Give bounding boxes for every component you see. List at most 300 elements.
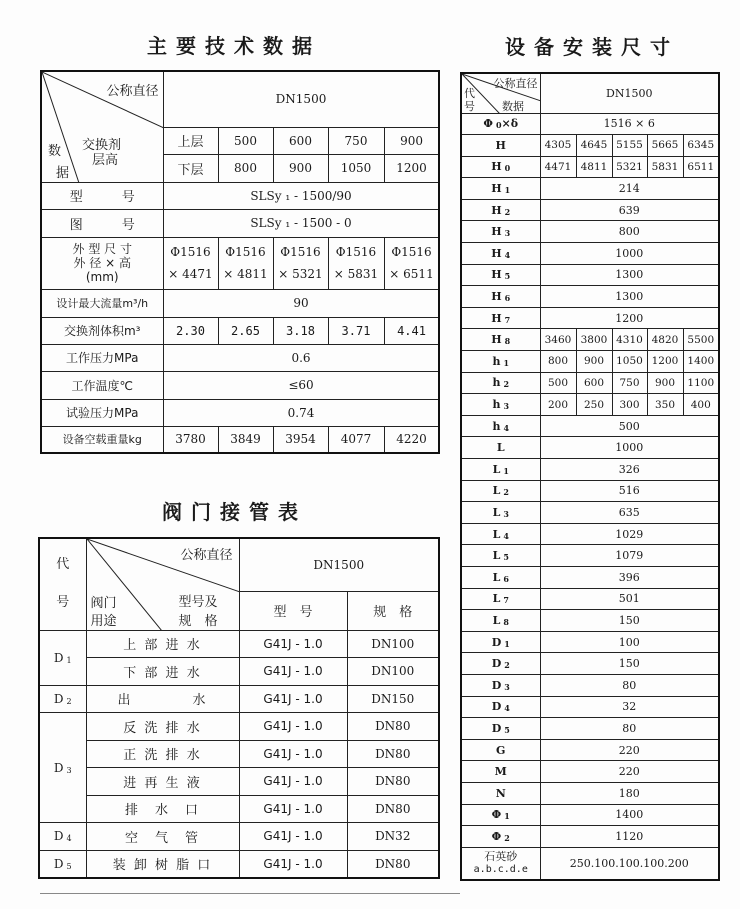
install-label-subscript: 3 <box>504 228 511 239</box>
install-label-symbol: D <box>491 657 502 671</box>
install-value: 5155 <box>612 135 647 157</box>
install-row <box>461 372 719 394</box>
install-value: 300 <box>612 394 647 416</box>
valve-spec: DN100 <box>347 658 439 686</box>
install-value: 400 <box>683 394 719 416</box>
install-value: 4811 <box>576 156 612 178</box>
upper-layer-value: 750 <box>328 127 384 154</box>
install-value: 250 <box>576 394 612 416</box>
install-value: 5500 <box>683 329 719 351</box>
install-label-symbol: H <box>491 160 502 174</box>
install-value: 1000 <box>540 437 719 459</box>
install-label-subscript: 1 <box>503 357 510 368</box>
lower-layer-value: 1050 <box>328 154 384 182</box>
dimensions-label <box>41 237 163 289</box>
install-row-label <box>461 718 540 740</box>
install-label-subscript: 6 <box>503 573 509 584</box>
install-value: 600 <box>576 372 612 394</box>
upper-layer-label: 上层 <box>163 127 218 154</box>
install-value: 1516 × 6 <box>540 113 719 135</box>
dimension-cell <box>273 237 328 289</box>
install-label-symbol: H <box>495 138 506 152</box>
valve-use-label-1: 阀门 <box>90 596 117 611</box>
valve-use-label-2: 用途 <box>90 614 117 629</box>
install-row-label <box>461 804 540 826</box>
install-label-symbol: H <box>491 268 502 282</box>
install-label-symbol: Φ <box>491 829 502 843</box>
install-label-symbol: h <box>492 419 501 433</box>
install-value: 180 <box>540 782 719 804</box>
valve-use: 上 部 进 水 <box>86 630 239 658</box>
valve-use: 空 气 管 <box>86 823 239 851</box>
install-value: 1050 <box>612 351 647 373</box>
install-row <box>461 782 719 804</box>
dimension-diameter: Φ1516 <box>280 245 321 259</box>
install-label-symbol: h <box>492 354 501 368</box>
install-label-suffix: ×δ <box>501 117 519 131</box>
dimensions-label-line-3: (mm) <box>85 270 119 284</box>
install-value: 5321 <box>612 156 647 178</box>
quartz-label-2: a.b.c.d.e <box>473 864 528 876</box>
install-value: 6511 <box>683 156 719 178</box>
dimension-diameter: Φ1516 <box>335 245 377 259</box>
install-value: 1200 <box>647 351 683 373</box>
valve-spec: DN32 <box>347 823 439 851</box>
valve-header-diagonal-cell <box>86 538 239 630</box>
install-label-subscript: 5 <box>503 552 509 563</box>
dimension-height: × 5831 <box>333 267 379 281</box>
install-label-subscript: 8 <box>504 336 511 347</box>
install-label-symbol: H <box>491 333 502 347</box>
install-label-subscript: 7 <box>503 595 509 606</box>
install-label-symbol: D <box>491 721 502 735</box>
install-row-label <box>461 221 540 243</box>
install-row <box>461 243 719 265</box>
install-label-symbol: D <box>491 635 502 649</box>
install-row-label <box>461 480 540 502</box>
install-label-symbol: D <box>491 678 502 692</box>
install-row <box>461 286 719 308</box>
quartz-label <box>461 847 540 880</box>
install-row <box>461 351 719 373</box>
install-label-subscript: 2 <box>504 206 511 217</box>
valve-spec: DN100 <box>347 630 439 658</box>
install-row <box>461 178 719 200</box>
install-label-symbol: L <box>492 505 501 519</box>
install-label-subscript: 5 <box>504 724 510 735</box>
install-value: 3460 <box>540 329 576 351</box>
valve-spec: DN80 <box>347 795 439 823</box>
valve-table <box>38 537 440 879</box>
install-label-subscript: 1 <box>504 638 510 649</box>
valve-spec: DN80 <box>347 850 439 878</box>
install-row-label <box>461 545 540 567</box>
valve-row <box>39 658 439 686</box>
install-row <box>461 221 719 243</box>
install-dn-value: DN1500 <box>540 73 719 113</box>
dimension-height: × 4471 <box>168 267 213 281</box>
volume-value: 3.71 <box>328 317 384 344</box>
install-row-label <box>461 523 540 545</box>
dimension-diameter: Φ1516 <box>391 245 432 259</box>
install-row-label <box>461 243 540 265</box>
drawing-value: SLSy ₁ - 1500 - 0 <box>163 209 439 237</box>
install-row <box>461 674 719 696</box>
install-value: 500 <box>540 372 576 394</box>
dimensions-label-line-2: 外 径 × 高 <box>73 256 131 270</box>
valve-use: 出 水 <box>86 685 239 713</box>
install-label-subscript: 3 <box>503 508 509 519</box>
install-value: 1079 <box>540 545 719 567</box>
install-label-subscript: 2 <box>504 660 510 671</box>
install-label-subscript: 7 <box>504 314 511 325</box>
install-value: 220 <box>540 761 719 783</box>
dimension-diameter: Φ1516 <box>225 245 266 259</box>
dimension-cell <box>218 237 273 289</box>
install-value: 635 <box>540 502 719 524</box>
install-value: 1200 <box>540 307 719 329</box>
install-row <box>461 135 719 157</box>
install-label-subscript: 4 <box>504 703 510 714</box>
install-label-subscript: 0 <box>495 120 502 131</box>
valve-code-letter: D <box>53 856 64 871</box>
install-row <box>461 480 719 502</box>
valve-code-header-1: 代 <box>56 557 70 573</box>
install-label-subscript: 4 <box>504 249 511 260</box>
install-row <box>461 329 719 351</box>
install-value: 150 <box>540 610 719 632</box>
valve-model: G41J - 1.0 <box>239 630 347 658</box>
install-value: 326 <box>540 459 719 481</box>
install-row-label <box>461 631 540 653</box>
valve-row <box>39 685 439 713</box>
layer-height-label-2: 层高 <box>92 153 119 168</box>
install-row <box>461 696 719 718</box>
install-value: 5665 <box>647 135 683 157</box>
weight-value: 3954 <box>273 426 328 453</box>
valve-spec: DN80 <box>347 740 439 768</box>
install-label-symbol: H <box>491 203 502 217</box>
install-label-symbol: Φ <box>491 808 502 822</box>
install-row-label <box>461 674 540 696</box>
upper-layer-value: 500 <box>218 127 273 154</box>
install-nominal-label: 公称直径 <box>493 77 538 90</box>
install-label-symbol: Φ <box>483 117 493 131</box>
install-row-label <box>461 566 540 588</box>
valve-code <box>39 823 86 851</box>
valve-row <box>39 795 439 823</box>
install-row <box>461 804 719 826</box>
install-row <box>461 264 719 286</box>
install-label-subscript: 2 <box>504 832 510 843</box>
volume-value: 4.41 <box>384 317 439 344</box>
valve-row <box>39 768 439 796</box>
install-row-label <box>461 761 540 783</box>
valve-code-header <box>39 538 86 630</box>
install-row-label <box>461 199 540 221</box>
install-value: 500 <box>540 415 719 437</box>
main-dn-value: DN1500 <box>163 71 439 127</box>
valve-use: 进 再 生 液 <box>86 768 239 796</box>
model-value: SLSy ₁ - 1500/90 <box>163 182 439 209</box>
install-value: 80 <box>540 674 719 696</box>
install-label-symbol: L <box>496 441 505 455</box>
install-label-symbol: H <box>491 311 502 325</box>
install-label-subscript: 5 <box>504 271 511 282</box>
install-row <box>461 826 719 848</box>
install-label-symbol: h <box>492 376 501 390</box>
valve-spec-label-1: 型号及 <box>178 595 218 610</box>
install-label-subscript: 3 <box>503 401 510 412</box>
weight-value: 4220 <box>384 426 439 453</box>
install-row-label <box>461 415 540 437</box>
install-row-label <box>461 286 540 308</box>
install-value: 900 <box>647 372 683 394</box>
install-label-subscript: 6 <box>504 293 511 304</box>
valve-spec-label-2: 规 格 <box>178 614 218 629</box>
valve-model: G41J - 1.0 <box>239 713 347 741</box>
install-row <box>461 588 719 610</box>
install-value: 80 <box>540 718 719 740</box>
install-row <box>461 437 719 459</box>
valve-code-letter: D <box>53 691 64 706</box>
install-code-label-1: 代 <box>464 87 475 100</box>
data-label-2: 据 <box>56 166 70 181</box>
install-row-label <box>461 696 540 718</box>
valve-spec-header: 规 格 <box>347 591 439 630</box>
install-value: 4310 <box>612 329 647 351</box>
install-value: 1300 <box>540 286 719 308</box>
data-label-1: 数 <box>48 144 62 159</box>
quartz-value: 250.100.100.100.200 <box>540 847 719 880</box>
install-row-label <box>461 372 540 394</box>
install-value: 396 <box>540 566 719 588</box>
install-row <box>461 523 719 545</box>
install-value: 1000 <box>540 243 719 265</box>
install-label-symbol: L <box>492 570 501 584</box>
upper-layer-value: 600 <box>273 127 328 154</box>
valve-code-subscript: 3 <box>66 765 72 775</box>
valve-code-letter: D <box>53 829 64 844</box>
upper-layer-value: 900 <box>384 127 439 154</box>
dimension-height: × 4811 <box>223 267 268 281</box>
install-label-symbol: N <box>495 786 506 800</box>
install-row-label <box>461 459 540 481</box>
test-pressure-label: 试验压力MPa <box>41 399 163 426</box>
model-label: 型 号 <box>41 182 163 209</box>
install-row-label <box>461 437 540 459</box>
install-row-label <box>461 329 540 351</box>
valve-model: G41J - 1.0 <box>239 850 347 878</box>
dimension-diameter: Φ1516 <box>170 245 211 259</box>
install-label-subscript: 4 <box>503 530 509 541</box>
install-value: 1400 <box>683 351 719 373</box>
install-row <box>461 307 719 329</box>
install-label-subscript: 3 <box>504 681 510 692</box>
volume-value: 2.30 <box>163 317 218 344</box>
install-label-symbol: G <box>496 743 506 757</box>
install-label-symbol: D <box>491 700 502 714</box>
install-label-symbol: L <box>492 592 501 606</box>
drawing-label: 图 号 <box>41 209 163 237</box>
install-row-label <box>461 782 540 804</box>
install-value: 4471 <box>540 156 576 178</box>
install-label-subscript: 1 <box>504 185 511 196</box>
valve-model: G41J - 1.0 <box>239 768 347 796</box>
install-value: 4645 <box>576 135 612 157</box>
install-quartz-row <box>461 847 719 880</box>
dimension-height: × 6511 <box>389 267 434 281</box>
flow-label: 设计最大流量m³/h <box>41 289 163 317</box>
install-data-label: 数据 <box>502 100 524 113</box>
valve-code-subscript: 5 <box>66 861 72 871</box>
quartz-label-1: 石英砂 <box>484 850 518 864</box>
pressure-value: 0.6 <box>163 344 439 371</box>
install-value: 350 <box>647 394 683 416</box>
install-row <box>461 199 719 221</box>
valve-code-letter: D <box>53 650 64 665</box>
valve-code-subscript: 4 <box>66 834 72 844</box>
valve-use: 排 水 口 <box>86 795 239 823</box>
install-value: 6345 <box>683 135 719 157</box>
install-row-label <box>461 588 540 610</box>
install-value: 1120 <box>540 826 719 848</box>
install-row <box>461 156 719 178</box>
install-value: 220 <box>540 739 719 761</box>
install-code-label-2: 号 <box>464 100 475 113</box>
install-row-label <box>461 394 540 416</box>
install-value: 214 <box>540 178 719 200</box>
install-label-subscript: 8 <box>503 616 509 627</box>
main-header-diagonal-cell <box>41 71 163 182</box>
install-label-symbol: L <box>492 613 501 627</box>
install-value: 4820 <box>647 329 683 351</box>
install-value: 1300 <box>540 264 719 286</box>
install-dimensions-title: 设备安装尺寸 <box>505 35 679 59</box>
install-label-symbol: L <box>492 549 501 563</box>
install-row <box>461 566 719 588</box>
install-row <box>461 545 719 567</box>
install-value: 800 <box>540 351 576 373</box>
install-row <box>461 113 719 135</box>
flow-value: 90 <box>163 289 439 317</box>
dimension-cell <box>328 237 384 289</box>
volume-label: 交换剂体积m³ <box>41 317 163 344</box>
install-value: 5831 <box>647 156 683 178</box>
install-row <box>461 415 719 437</box>
valve-code <box>39 685 86 713</box>
install-row <box>461 459 719 481</box>
install-label-symbol: h <box>492 398 501 412</box>
valve-use: 正 洗 排 水 <box>86 740 239 768</box>
install-value: 516 <box>540 480 719 502</box>
valve-spec: DN80 <box>347 768 439 796</box>
valve-model: G41J - 1.0 <box>239 823 347 851</box>
install-value: 900 <box>576 351 612 373</box>
valve-spec: DN80 <box>347 713 439 741</box>
valve-code-subscript: 1 <box>66 655 72 665</box>
weight-value: 3780 <box>163 426 218 453</box>
valve-row <box>39 740 439 768</box>
install-header-diagonal-cell <box>461 73 540 113</box>
valve-use: 下 部 进 水 <box>86 658 239 686</box>
install-row-label <box>461 264 540 286</box>
install-value: 3800 <box>576 329 612 351</box>
valve-code-letter: D <box>53 760 64 775</box>
valve-code <box>39 713 86 823</box>
install-value: 150 <box>540 653 719 675</box>
valve-code <box>39 630 86 685</box>
install-label-subscript: 0 <box>504 163 511 174</box>
install-row <box>461 502 719 524</box>
lower-layer-value: 900 <box>273 154 328 182</box>
install-value: 501 <box>540 588 719 610</box>
layer-height-label-1: 交换剂 <box>82 138 122 153</box>
valve-model-header: 型 号 <box>239 591 347 630</box>
bottom-rule <box>40 893 460 894</box>
valve-model: G41J - 1.0 <box>239 658 347 686</box>
install-label-symbol: L <box>492 484 501 498</box>
install-label-symbol: H <box>491 246 502 260</box>
weight-value: 3849 <box>218 426 273 453</box>
valve-model: G41J - 1.0 <box>239 740 347 768</box>
install-row <box>461 761 719 783</box>
nominal-diameter-label: 公称直径 <box>106 84 159 99</box>
dimension-cell <box>384 237 439 289</box>
install-row <box>461 631 719 653</box>
install-value: 800 <box>540 221 719 243</box>
lower-layer-value: 1200 <box>384 154 439 182</box>
install-value: 200 <box>540 394 576 416</box>
temperature-label: 工作温度℃ <box>41 371 163 399</box>
weight-label: 设备空载重量kg <box>41 426 163 453</box>
valve-code-header-2: 号 <box>56 595 70 611</box>
main-data-title: 主要技术数据 <box>147 34 321 58</box>
valve-row <box>39 630 439 658</box>
install-label-subscript: 4 <box>503 422 510 433</box>
valve-model: G41J - 1.0 <box>239 685 347 713</box>
install-value: 1400 <box>540 804 719 826</box>
install-row <box>461 394 719 416</box>
valve-row <box>39 823 439 851</box>
install-row <box>461 653 719 675</box>
install-label-symbol: H <box>491 225 502 239</box>
volume-value: 2.65 <box>218 317 273 344</box>
install-row-label <box>461 113 540 135</box>
install-table <box>460 72 720 881</box>
volume-value: 3.18 <box>273 317 328 344</box>
install-row <box>461 610 719 632</box>
install-label-subscript: 2 <box>503 379 510 390</box>
install-value: 100 <box>540 631 719 653</box>
install-value: 1029 <box>540 523 719 545</box>
valve-nominal-label: 公称直径 <box>180 548 233 563</box>
weight-value: 4077 <box>328 426 384 453</box>
valve-use: 反 洗 排 水 <box>86 713 239 741</box>
test-pressure-value: 0.74 <box>163 399 439 426</box>
valve-code-subscript: 2 <box>66 696 72 706</box>
install-row-label <box>461 739 540 761</box>
install-value: 1100 <box>683 372 719 394</box>
lower-layer-label: 下层 <box>163 154 218 182</box>
install-label-subscript: 1 <box>504 811 510 822</box>
install-value: 4305 <box>540 135 576 157</box>
valve-row <box>39 713 439 741</box>
install-label-subscript: 2 <box>503 487 509 498</box>
valve-code <box>39 850 86 878</box>
valve-use: 装 卸 树 脂 口 <box>86 850 239 878</box>
install-label-symbol: H <box>491 290 502 304</box>
